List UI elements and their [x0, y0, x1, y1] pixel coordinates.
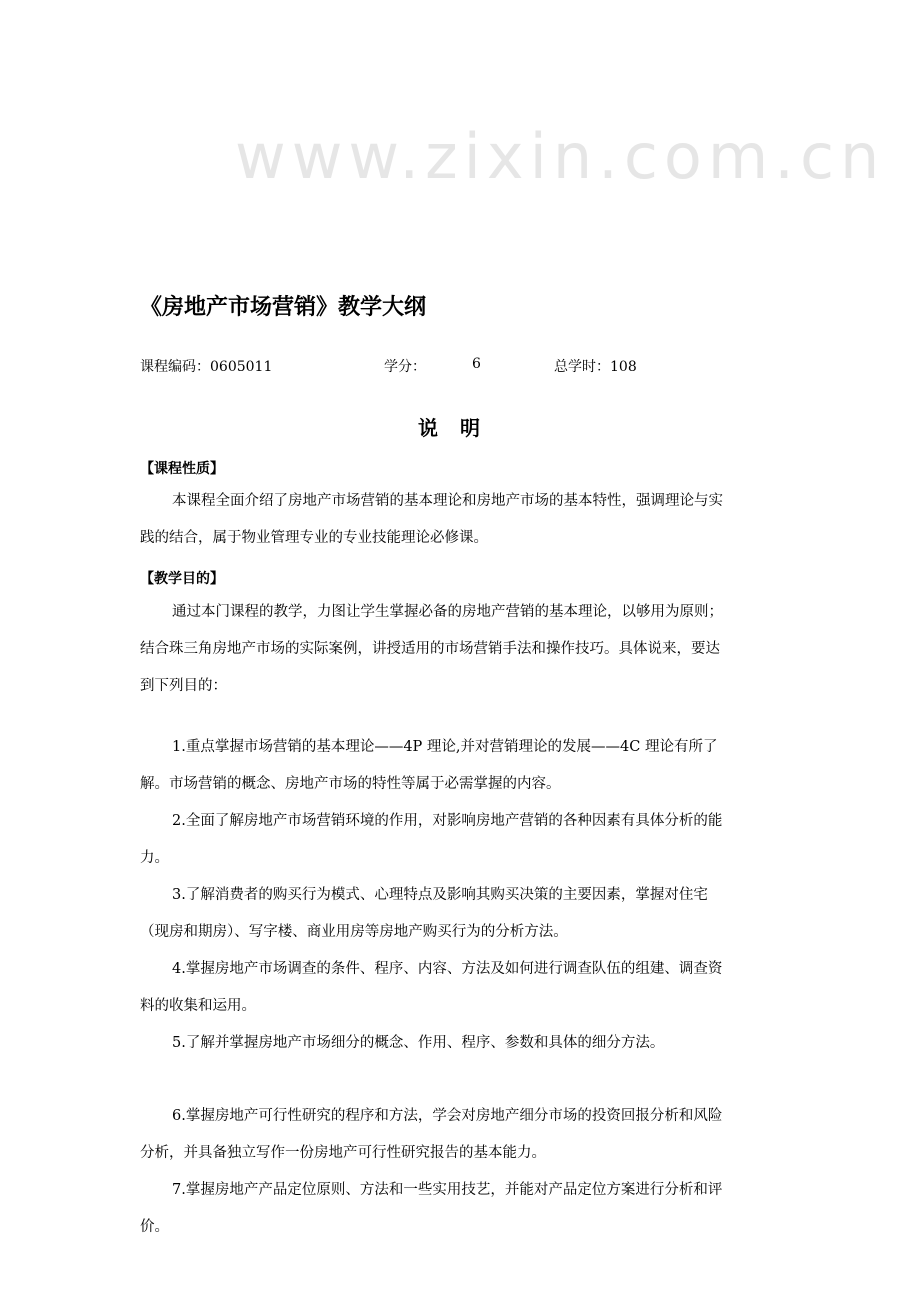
heading-teaching-purpose: 【教学目的】: [140, 571, 224, 587]
purpose-paragraph-line: 到下列目的：: [140, 678, 227, 694]
credit-label: 学分：: [384, 359, 426, 375]
purpose-item-line: 3.了解消费者的购买行为模式、心理特点及影响其购买决策的主要因素，掌握对住宅: [172, 887, 708, 903]
purpose-item-line: 力。: [140, 850, 169, 866]
purpose-item-line: 料的收集和运用。: [140, 998, 256, 1014]
nature-paragraph-line: 本课程全面介绍了房地产市场营销的基本理论和房地产市场的基本特性，强调理论与实: [172, 493, 723, 509]
total-hours: 总学时：108: [554, 359, 637, 375]
nature-paragraph-line: 践的结合，属于物业管理专业的专业技能理论必修课。: [140, 530, 488, 546]
purpose-item-line: 解。市场营销的概念、房地产市场的特性等属于必需掌握的内容。: [140, 776, 561, 792]
purpose-item-line: 4.掌握房地产市场调查的条件、程序、内容、方法及如何进行调查队伍的组建、调查资: [172, 961, 723, 977]
watermark: www.zixin.com.cn: [235, 120, 886, 193]
purpose-item-line: （现房和期房）、写字楼、商业用房等房地产购买行为的分析方法。: [140, 924, 568, 940]
course-code: 课程编码：0605011: [140, 359, 273, 375]
purpose-paragraph-line: 通过本门课程的教学，力图让学生掌握必备的房地产营销的基本理论，以够用为原则；: [172, 604, 723, 620]
purpose-item-line: 5.了解并掌握房地产市场细分的概念、作用、程序、参数和具体的细分方法。: [172, 1035, 665, 1051]
purpose-item-line: 分析，并具备独立写作一份房地产可行性研究报告的基本能力。: [140, 1145, 546, 1161]
purpose-item-line: 1.重点掌握市场营销的基本理论——4P 理论,并对营销理论的发展——4C 理论有所了: [172, 739, 718, 755]
heading-course-nature: 【课程性质】: [140, 461, 224, 477]
purpose-paragraph-line: 结合珠三角房地产市场的实际案例，讲授适用的市场营销手法和操作技巧。具体说来，要达: [140, 641, 720, 657]
credit-value: 6: [472, 356, 481, 372]
purpose-item-line: 2.全面了解房地产市场营销环境的作用，对影响房地产营销的各种因素有具体分析的能: [172, 813, 723, 829]
purpose-item-line: 7.掌握房地产产品定位原则、方法和一些实用技艺，并能对产品定位方案进行分析和评: [172, 1182, 723, 1198]
document-title: 《房地产市场营销》教学大纲: [140, 295, 427, 320]
section-title: 说明: [418, 416, 502, 440]
purpose-item-line: 6.掌握房地产可行性研究的程序和方法，学会对房地产细分市场的投资回报分析和风险: [172, 1108, 723, 1124]
purpose-item-line: 价。: [140, 1219, 169, 1235]
